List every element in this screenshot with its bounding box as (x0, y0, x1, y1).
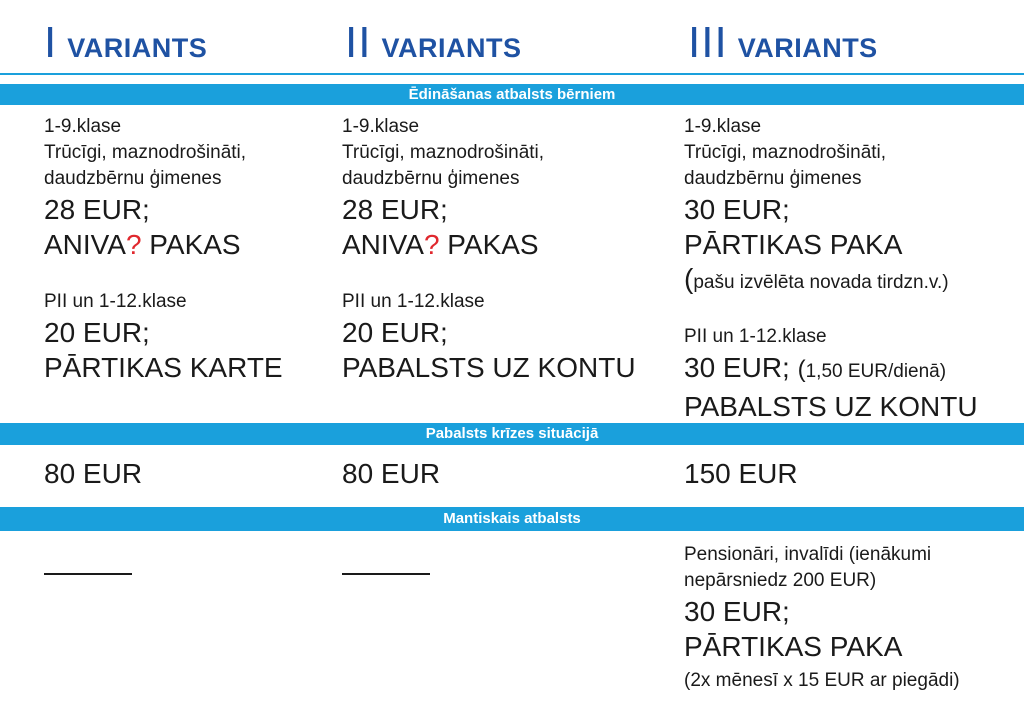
benefit-type: PĀRTIKAS PAKA (684, 631, 903, 662)
amount: 30 EUR; (684, 194, 790, 225)
group-label: 1-9.klase (684, 116, 762, 137)
section-bar-material: Mantiskais atbalsts (0, 507, 1024, 531)
variant-3-food (684, 114, 949, 301)
variant-3-material (684, 542, 960, 698)
question-mark: ? (423, 229, 440, 260)
variant-1-food (44, 114, 246, 262)
benefit-type: ANIVA? PAKAS (342, 229, 539, 260)
group-desc: daudzbērnu ģimenes (684, 168, 862, 189)
group-desc: Pensionāri, invalīdi (ienākumi (684, 544, 932, 565)
header-divider (0, 73, 1024, 75)
group-label: 1-9.klase (342, 116, 420, 137)
question-mark: ? (125, 229, 142, 260)
variant-1-heading: IVARIANTS (44, 18, 208, 67)
group-label: PII un 1-12.klase (44, 291, 187, 312)
benefit-note: (2x mēnesī x 15 EUR ar piegādi) (684, 670, 960, 691)
variant-3-food-2 (684, 324, 978, 424)
variant-2-food (342, 114, 544, 262)
amount: 30 EUR; (684, 596, 790, 627)
group-label: PII un 1-12.klase (342, 291, 485, 312)
group-label: 1-9.klase (44, 116, 122, 137)
variant-2-food-2 (342, 289, 636, 385)
group-desc: Trūcīgi, maznodrošināti, (684, 142, 887, 163)
variant-2-crisis-amount: 80 EUR (342, 458, 441, 489)
benefit-type: PABALSTS UZ KONTU (684, 391, 978, 422)
benefit-note: (pašu izvēlēta novada tirdzn.v.) (684, 263, 949, 294)
group-desc: daudzbērnu ģimenes (44, 168, 222, 189)
amount: 28 EUR; (342, 194, 448, 225)
section-bar-crisis: Pabalsts krīzes situācijā (0, 423, 1024, 445)
amount: 28 EUR; (44, 194, 150, 225)
amount: 20 EUR; (44, 317, 150, 348)
variant-2-heading: II VARIANTS (345, 18, 522, 67)
group-desc: nepārsniedz 200 EUR) (684, 570, 877, 591)
variant-3-heading: III VARIANTS (688, 18, 878, 67)
variant-1-material-none (44, 573, 132, 575)
variant-1-crisis-amount: 80 EUR (44, 458, 143, 489)
benefit-type: ANIVA? PAKAS (44, 229, 241, 260)
amount: 30 EUR; (1,50 EUR/dienā) (684, 352, 947, 383)
benefit-type: PĀRTIKAS PAKA (684, 229, 903, 260)
group-desc: Trūcīgi, maznodrošināti, (342, 142, 545, 163)
variant-3-crisis-amount: 150 EUR (684, 458, 798, 489)
variant-1-food-2 (44, 289, 283, 385)
variant-2-material-none (342, 573, 430, 575)
benefit-type: PABALSTS UZ KONTU (342, 352, 636, 383)
group-desc: Trūcīgi, maznodrošināti, (44, 142, 247, 163)
benefit-type: PĀRTIKAS KARTE (44, 352, 283, 383)
group-label: PII un 1-12.klase (684, 326, 827, 347)
group-desc: daudzbērnu ģimenes (342, 168, 520, 189)
amount: 20 EUR; (342, 317, 448, 348)
section-bar-food: Ēdināšanas atbalsts bērniem (0, 84, 1024, 105)
